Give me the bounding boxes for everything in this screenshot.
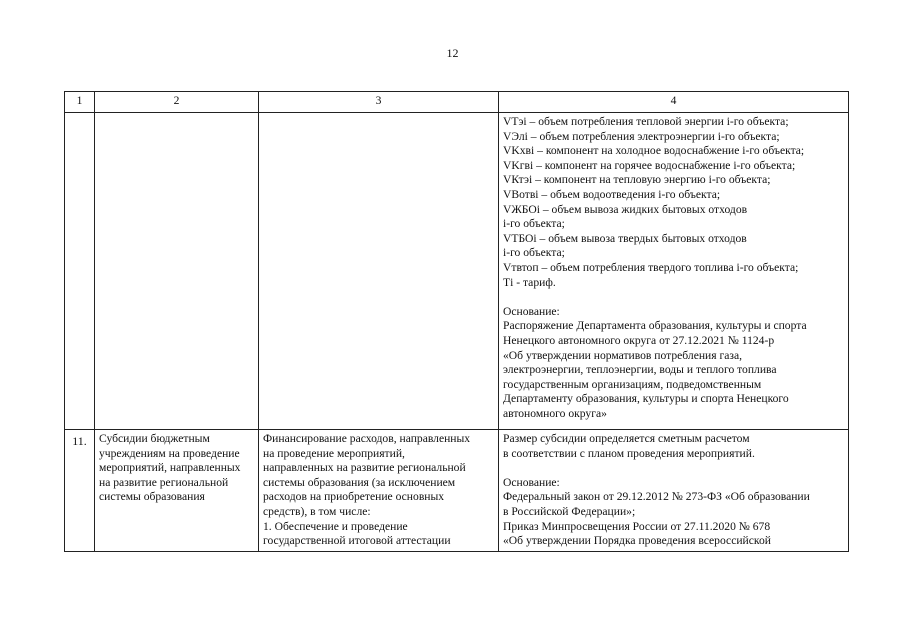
text-line: VКтэi – компонент на тепловую энергию i-го объекта; <box>503 173 771 187</box>
text-line: автономного округа» <box>503 406 607 420</box>
text-line: на проведение мероприятий, <box>263 446 405 460</box>
text-line: направленных на развитие региональной <box>263 461 466 475</box>
text-line: электроэнергии, теплоэнергии, воды и теплого топлива <box>503 363 777 377</box>
header-cell: 3 <box>259 92 499 113</box>
header-cell: 4 <box>499 92 849 113</box>
header-cell: 2 <box>95 92 259 113</box>
text-line: Vтвтоп – объем потребления твердого топлива i-го объекта; <box>503 260 799 274</box>
text-line: i-го объекта; <box>503 246 565 260</box>
text-line: i-го объекта; <box>503 217 565 231</box>
text-line: VЖБОi – объем вывоза жидких бытовых отходов <box>503 202 748 216</box>
text-line: «Об утверждении нормативов потребления газа, <box>503 348 743 362</box>
text-line: средств), в том числе: <box>263 504 371 518</box>
text-line: VТБОi – объем вывоза твердых бытовых отходов <box>503 231 747 245</box>
text-line: Ненецкого автономного округа от 27.12.2021 № 1124-р <box>503 333 775 347</box>
header-cell: 1 <box>65 92 95 113</box>
row-number-cell: 11. <box>65 430 95 552</box>
text-line: VВотвi – объем водоотведения i-го объекта; <box>503 187 721 201</box>
text-line: государственной итоговой аттестации <box>263 534 451 548</box>
text-line: Приказ Минпросвещения России от 27.11.2020 № 678 <box>503 519 771 533</box>
text-line: системы образования (за исключением <box>263 475 456 489</box>
table-header-row <box>65 92 849 113</box>
basis-label: Основание: <box>503 475 560 489</box>
row-formula-cell <box>499 113 849 430</box>
page-number: 12 <box>446 46 459 60</box>
text-line: Федеральный закон от 29.12.2012 № 273-ФЗ «Об образовании <box>503 490 810 504</box>
row-description-cell <box>259 113 499 430</box>
text-line: «Об утверждении Порядка проведения всероссийской <box>503 534 771 548</box>
text-line: государственным организациям, подведомственным <box>503 377 762 391</box>
text-line: расходов на приобретение основных <box>263 490 445 504</box>
text-line: Тi - тариф. <box>503 275 556 289</box>
table-row <box>65 430 849 552</box>
row-number-cell <box>65 113 95 430</box>
row-description-cell <box>259 430 499 552</box>
row-formula-cell <box>499 430 849 552</box>
text-line: Финансирование расходов, направленных <box>263 432 471 445</box>
text-line: в Российской Федерации»; <box>503 504 636 518</box>
text-line: Размер субсидии определяется сметным расчетом <box>503 432 750 445</box>
text-line: Субсидии бюджетным <box>99 432 210 445</box>
text-line: на развитие региональной <box>99 475 229 489</box>
text-line: VKгвi – компонент на горячее водоснабжение i-го объекта; <box>503 158 796 172</box>
text-line: Департаменту образования, культуры и спорта Ненецкого <box>503 392 789 406</box>
table-row <box>65 113 849 430</box>
text-line: системы образования <box>99 490 205 504</box>
text-line: VKхвi – компонент на холодное водоснабжение i-го объекта; <box>503 144 805 158</box>
row-name-cell <box>95 113 259 430</box>
basis-label: Основание: <box>503 304 560 318</box>
row-name-cell <box>95 430 259 552</box>
text-line: в соответствии с планом проведения мероприятий. <box>503 446 755 460</box>
text-line: VТэi – объем потребления тепловой энергии i-го объекта; <box>503 115 789 128</box>
text-line: VЭлi – объем потребления электроэнергии i-го объекта; <box>503 129 780 143</box>
text-line: мероприятий, направленных <box>99 461 241 475</box>
text-line: 1. Обеспечение и проведение <box>263 519 408 533</box>
text-line: Распоряжение Департамента образования, культуры и спорта <box>503 319 807 333</box>
text-line: учреждениям на проведение <box>99 446 240 460</box>
document-table <box>64 91 849 552</box>
